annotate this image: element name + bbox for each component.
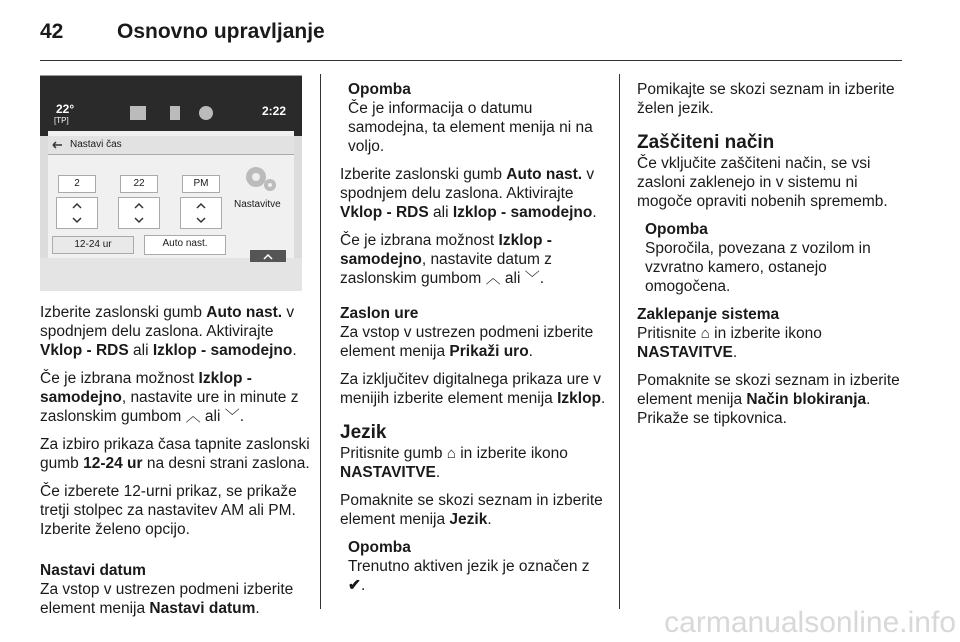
status-icons bbox=[130, 104, 240, 124]
chevron-down-icon: ﹀ bbox=[524, 270, 540, 287]
paragraph: Za izključitev digitalnega prikaza ure v menijih izberite element menija Izklop. bbox=[340, 371, 606, 407]
paragraph: Izberite zaslonski gumb Auto nast. v spodnjem delu zaslona. Aktivirajte Vklop - RDS ali Izklop - samodejno. bbox=[40, 304, 297, 359]
paragraph: Pomaknite se skozi seznam in izberite element menija Način blokiranja. Prikaže se tipkovnica. bbox=[637, 372, 900, 427]
home-icon: ⌂ bbox=[446, 445, 456, 462]
subheading: Zaklepanje sistema bbox=[637, 306, 780, 323]
temperature: 22° bbox=[56, 102, 75, 116]
note: Opomba Trenutno aktiven jezik je označen z ✔. bbox=[348, 539, 590, 594]
tp-indicator: [TP] bbox=[54, 116, 69, 125]
minute-stepper[interactable] bbox=[118, 197, 160, 229]
paragraph: Pomaknite se skozi seznam in izberite element menija Jezik. bbox=[340, 492, 603, 528]
chevron-down-icon: ﹀ bbox=[224, 408, 240, 425]
hour-value: 2 bbox=[58, 175, 96, 193]
paragraph: Pritisnite gumb ⌂ in izberite ikono NASTAVITVE. bbox=[340, 445, 568, 481]
chevron-up-icon: ︿ bbox=[485, 270, 501, 287]
paragraph: Pritisnite ⌂ in izberite ikono NASTAVITVE. bbox=[637, 325, 822, 361]
watermark: carmanualsonline.info bbox=[664, 606, 956, 639]
column-divider bbox=[619, 74, 620, 609]
column-1 bbox=[40, 303, 310, 627]
paragraph: Izberite zaslonski gumb Auto nast. v spodnjem delu zaslona. Aktivirajte Vklop - RDS ali Izklop - samodejno. bbox=[340, 166, 597, 221]
subheading: Nastavi datum bbox=[40, 562, 146, 579]
paragraph: Če vključite zaščiteni način, se vsi zasloni zaklenejo in v sistemu ni mogoče opraviti nobenih sprememb. bbox=[637, 155, 888, 210]
page-number: 42 bbox=[40, 20, 64, 43]
paragraph: Za vstop v ustrezen podmeni izberite element menija Nastavi datum. bbox=[40, 581, 294, 617]
page-title: Osnovno upravljanje bbox=[117, 20, 325, 43]
column-3 bbox=[637, 80, 905, 437]
chevron-up-icon[interactable] bbox=[119, 198, 159, 228]
settings-label: Nastavitve bbox=[234, 199, 281, 210]
checkmark-icon: ✔ bbox=[348, 577, 361, 594]
chevron-up-icon: ︿ bbox=[185, 408, 201, 425]
chevron-up-icon[interactable] bbox=[181, 198, 221, 228]
hour-stepper[interactable] bbox=[56, 197, 98, 229]
column-2 bbox=[340, 80, 610, 595]
back-icon[interactable] bbox=[50, 139, 64, 151]
home-icon: ⌂ bbox=[700, 325, 710, 342]
heading-language: Jezik bbox=[340, 422, 387, 443]
note: Opomba Sporočila, povezana z vozilom in vzvratno kamero, ostanejo omogočena. bbox=[645, 221, 871, 295]
button-auto-set[interactable]: Auto nast. bbox=[144, 235, 226, 255]
paragraph: Če je izbrana možnost Izklop - samodejno, nastavite ure in minute z zaslonskim gumbom ︿ ali ﹀. bbox=[40, 370, 299, 425]
paragraph: Za vstop v ustrezen podmeni izberite element menija Prikaži uro. bbox=[340, 324, 594, 360]
gear-icon bbox=[240, 161, 280, 195]
heading-protected-mode: Zaščiteni način bbox=[637, 132, 775, 153]
clock-screen bbox=[48, 131, 294, 258]
status-bar bbox=[40, 76, 302, 136]
paragraph: Če izberete 12-urni prikaz, se prikaže tretji stolpec za nastavitev AM ali PM. Izberite želeno opcijo. bbox=[40, 483, 297, 538]
ampm-value: PM bbox=[182, 175, 220, 193]
note: Opomba Če je informacija o datumu samodejna, ta element menija ni na voljo. bbox=[348, 81, 593, 155]
column-divider bbox=[320, 74, 321, 609]
paragraph: Pomikajte se skozi seznam in izberite želen jezik. bbox=[637, 81, 895, 117]
paragraph: Če je izbrana možnost Izklop - samodejno, nastavite datum z zaslonskim gumbom ︿ ali ﹀. bbox=[340, 232, 552, 287]
ampm-stepper[interactable] bbox=[180, 197, 222, 229]
clock: 2:22 bbox=[262, 104, 287, 118]
paragraph: Za izbiro prikaza časa tapnite zaslonski gumb 12-24 ur na desni strani zaslona. bbox=[40, 436, 310, 472]
minute-value: 22 bbox=[120, 175, 158, 193]
clock-settings-screenshot bbox=[40, 75, 302, 291]
menu-bar bbox=[48, 136, 294, 155]
subheading: Zaslon ure bbox=[340, 305, 419, 322]
button-12-24[interactable]: 12-24 ur bbox=[52, 236, 134, 254]
chevron-up-icon[interactable] bbox=[57, 198, 97, 228]
header-rule bbox=[40, 60, 902, 61]
bottom-bar bbox=[40, 258, 302, 291]
menu-title: Nastavi čas bbox=[70, 139, 122, 150]
collapse-button[interactable] bbox=[250, 250, 286, 262]
chevron-up-icon bbox=[250, 251, 286, 263]
